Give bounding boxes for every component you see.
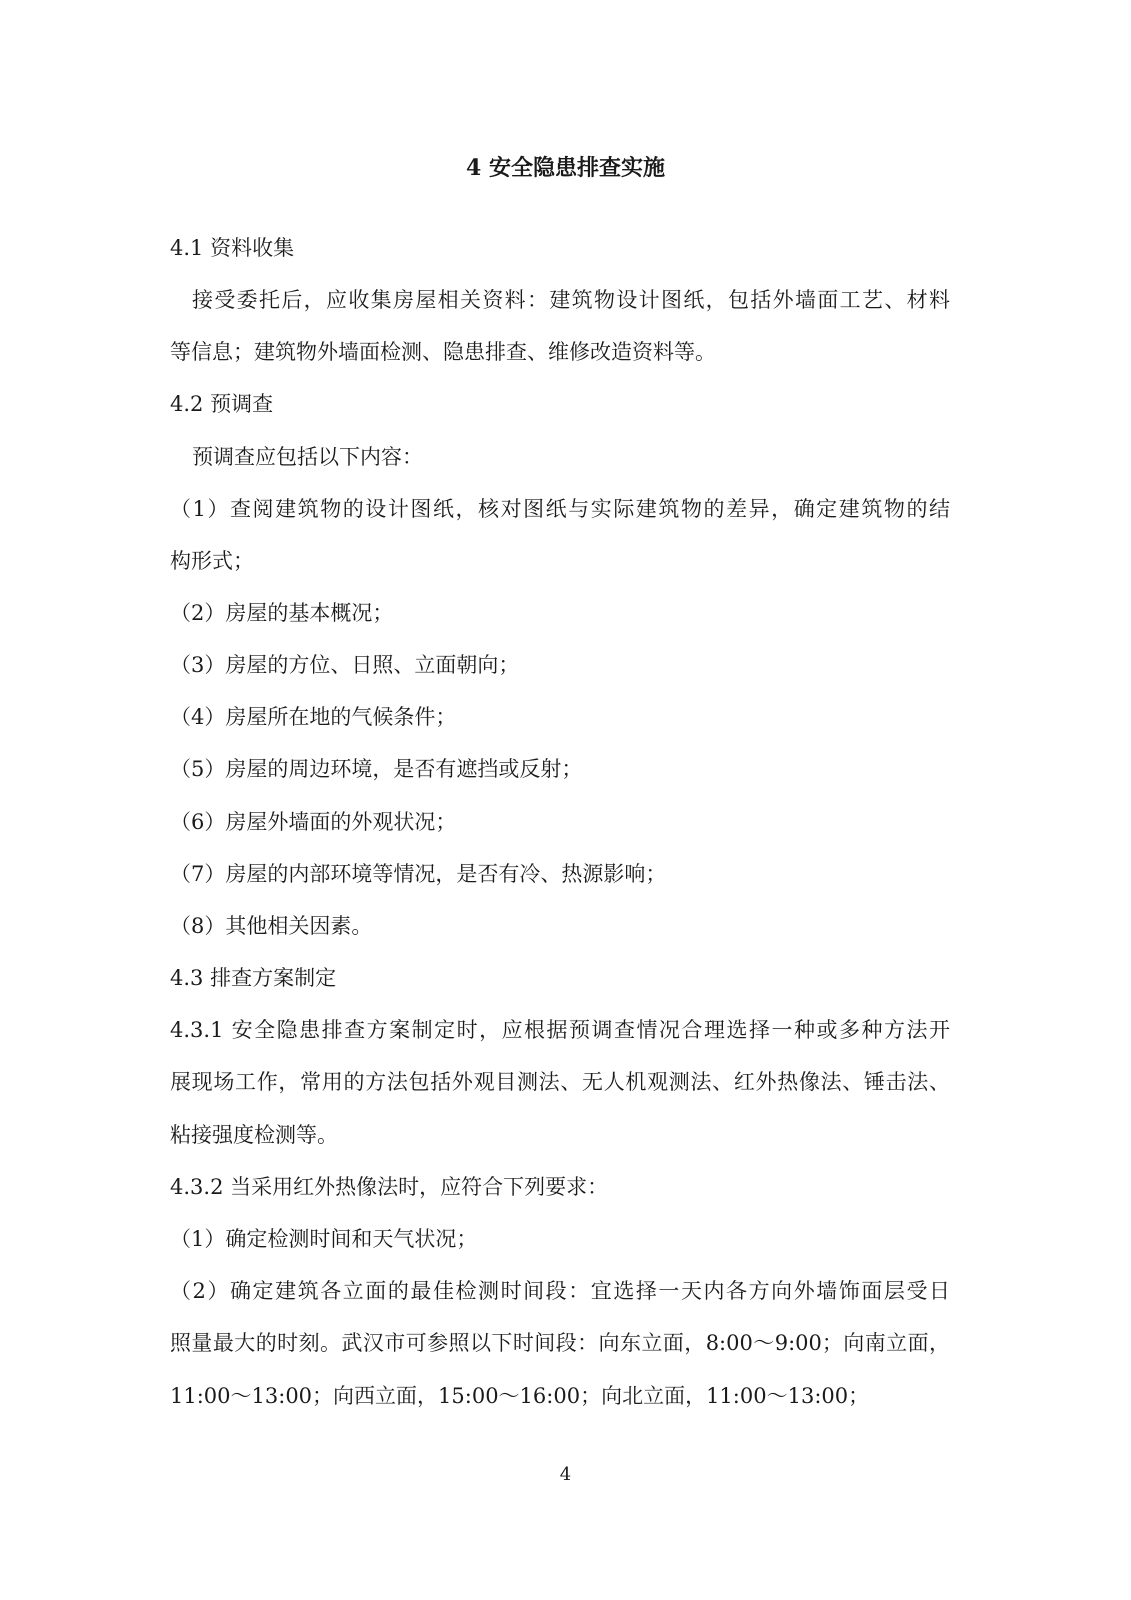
list-item: 照量最大的时刻。武汉市可参照以下时间段：向东立面，8:00～9:00；向南立面，	[170, 1331, 950, 1355]
list-item: （8）其他相关因素。	[170, 914, 373, 938]
list-item: （3）房屋的方位、日照、立面朝向；	[170, 653, 520, 677]
paragraph-line: 4.3.1 安全隐患排查方案制定时，应根据预调查情况合理选择一种或多种方法开	[170, 1018, 950, 1042]
section-heading-4-2: 4.2 预调查	[170, 392, 274, 416]
list-item: （1）确定检测时间和天气状况；	[170, 1227, 478, 1251]
subsection-heading-4-3-2: 4.3.2 当采用红外热像法时，应符合下列要求：	[170, 1175, 609, 1199]
list-item: （2）确定建筑各立面的最佳检测时间段：宜选择一天内各方向外墙饰面层受日	[170, 1279, 950, 1303]
section-heading-4-3: 4.3 排查方案制定	[170, 966, 337, 990]
list-item: 构形式；	[170, 549, 254, 573]
paragraph-line: 预调查应包括以下内容：	[192, 445, 423, 469]
list-item: （6）房屋外墙面的外观状况；	[170, 810, 457, 834]
list-item: 11:00～13:00；向西立面，15:00～16:00；向北立面，11:00～13:00；	[170, 1384, 870, 1408]
page-number: 4	[559, 1464, 572, 1485]
list-item: （5）房屋的周边环境，是否有遮挡或反射；	[170, 757, 583, 781]
list-item: （4）房屋所在地的气候条件；	[170, 705, 457, 729]
list-item: （7）房屋的内部环境等情况，是否有冷、热源影响；	[170, 862, 667, 886]
paragraph-line: 展现场工作，常用的方法包括外观目测法、无人机观测法、红外热像法、锤击法、	[170, 1070, 950, 1094]
paragraph-line: 粘接强度检测等。	[170, 1123, 338, 1147]
chapter-title: 4 安全隐患排查实施	[466, 155, 665, 181]
section-heading-4-1: 4.1 资料收集	[170, 236, 295, 260]
paragraph-line: 等信息；建筑物外墙面检测、隐患排查、维修改造资料等。	[170, 340, 716, 364]
list-item: （2）房屋的基本概况；	[170, 601, 394, 625]
paragraph-line: 接受委托后，应收集房屋相关资料：建筑物设计图纸，包括外墙面工艺、材料	[192, 288, 950, 312]
list-item: （1）查阅建筑物的设计图纸，核对图纸与实际建筑物的差异，确定建筑物的结	[170, 497, 950, 521]
